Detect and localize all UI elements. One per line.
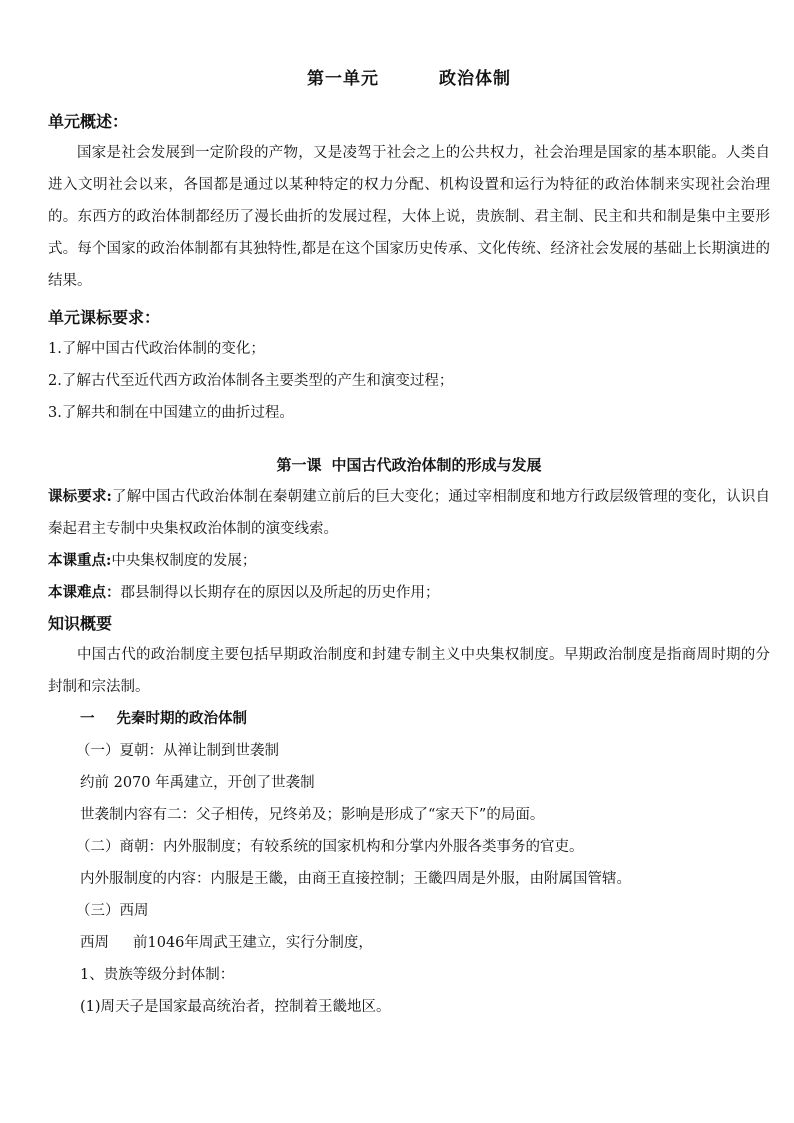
lesson-number: 第一课 [276, 456, 322, 474]
requirement-item: 1.了解中国古代政治体制的变化； [48, 341, 265, 357]
unit-title [48, 64, 770, 89]
section-heading [48, 703, 770, 735]
requirements-heading: 单元课标要求： [48, 308, 161, 327]
standard-label: 课标要求: [48, 488, 112, 505]
standard-text: 了解中国古代政治体制在秦朝建立前后的巨大变化；通过宰相制度和地方行政层级管理的变化，认识自秦起君主专制中央集权政治体制的演变线索。 [48, 489, 770, 537]
section-title: 先秦时期的政治体制 [116, 710, 247, 727]
shang-line: 内外服制度的内容：内服是王畿，由商王直接控制；王畿四周是外服，由附属国管辖。 [80, 871, 631, 887]
requirement-item: 3.了解共和制在中国建立的曲折过程。 [48, 405, 294, 421]
focus-label: 本课重点: [48, 552, 112, 569]
unit-number: 第一单元 [307, 69, 379, 89]
difficulty-text: 郡县制得以长期存在的原因以及所起的历史作用； [120, 585, 440, 601]
focus-text: 中央集权制度的发展； [111, 553, 257, 569]
knowledge-paragraph: 中国古代的政治制度主要包括早期政治制度和封建专制主义中央集权制度。早期政治制度是指商周时期的分封制和宗法制。 [48, 647, 770, 695]
lesson-name: 中国古代政治体制的形成与发展 [331, 456, 542, 474]
xia-line: 世袭制内容有二：父子相传，兄终弟及；影响是形成了“家天下”的局面。 [80, 807, 545, 823]
requirements-list [48, 333, 770, 429]
xia-line: 约前 2070 年禹建立，开创了世袭制 [80, 775, 315, 791]
lesson-title [48, 449, 770, 481]
unit-name: 政治体制 [439, 69, 511, 89]
requirement-item: 2.了解古代至近代西方政治体制各主要类型的产生和演变过程； [48, 373, 454, 389]
overview-heading: 单元概述： [48, 112, 129, 131]
zhou-line [48, 927, 770, 959]
lesson-difficulty [48, 577, 770, 609]
zhou-text: 前1046年周武王建立，实行分制度， [133, 935, 373, 951]
knowledge-heading: 知识概要 [48, 614, 113, 633]
document-page [48, 60, 770, 1023]
lesson-standard [48, 481, 770, 545]
overview-paragraph: 国家是社会发展到一定阶段的产物，又是凌驾于社会之上的公共权力，社会治理是国家的基本职能。人类自进入文明社会以来，各国都是通过以某种特定的权力分配、机构设置和运行为特征的政治体制来实现社会治理的。东西方的政治体制都经历了漫长曲折的发展过程，大体上说，贵族制、君主制、民主和共和制是集中主要形式。每个国家的政治体制都有其独特性,都是在这个国家历史传承、文化传统、经济社会发展的基础上长期演进的结果。 [48, 145, 770, 289]
zhou-label: 西周 [80, 935, 109, 951]
zhou-heading: （三）西周 [76, 903, 149, 919]
fief-heading: 1、贵族等级分封体制： [80, 967, 235, 983]
difficulty-label: 本课难点： [48, 584, 121, 601]
section-number: 一 [80, 710, 95, 727]
xia-heading: （一）夏朝：从禅让制到世袭制 [76, 743, 279, 759]
lesson-focus [48, 545, 770, 577]
shang-heading: （二）商朝：内外服制度；有较系统的国家机构和分掌内外服各类事务的官吏。 [76, 839, 584, 855]
fief-item: (1)周天子是国家最高统治者，控制着王畿地区。 [80, 999, 391, 1015]
